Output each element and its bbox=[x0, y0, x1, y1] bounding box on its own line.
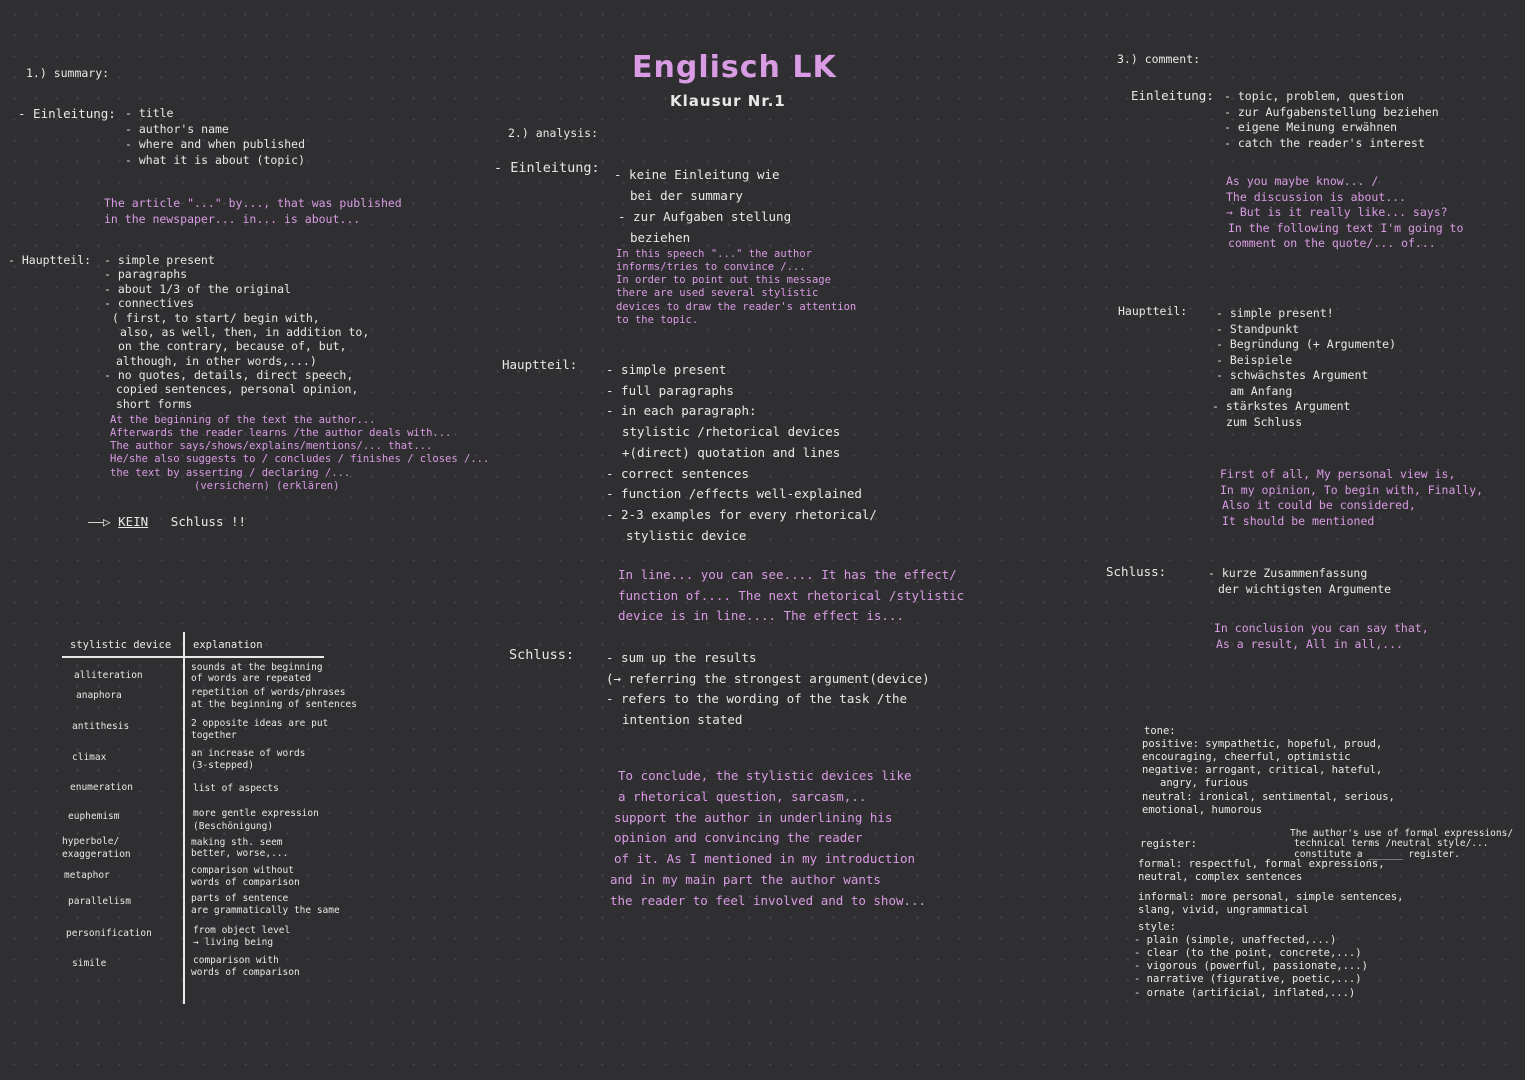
table-cell-explanation: words of comparison bbox=[191, 877, 300, 888]
phrase-line: As you maybe know... / bbox=[1226, 174, 1379, 188]
comment-hauptteil-label: Hauptteil: bbox=[1118, 304, 1188, 318]
phrase-line: the text by asserting / declaring /... bbox=[110, 466, 351, 479]
phrase-line: The author says/shows/explains/mentions/... that... bbox=[110, 440, 433, 453]
phrase-line: of it. As I mentioned in my introduction bbox=[614, 851, 916, 867]
table-cell-device: euphemism bbox=[68, 811, 120, 822]
phrase-line: In this speech "..." the author bbox=[616, 248, 812, 260]
analysis-einleitung-label: - Einleitung: bbox=[494, 160, 600, 176]
table-cell-device: climax bbox=[72, 752, 107, 763]
list-item: although, in other words,...) bbox=[116, 353, 317, 368]
list-item: - correct sentences bbox=[606, 465, 749, 481]
list-item: (→ referring the strongest argument(device) bbox=[606, 670, 930, 686]
table-cell-explanation: words of comparison bbox=[191, 967, 300, 978]
summary-schluss bbox=[88, 514, 246, 529]
table-cell-device: anaphora bbox=[76, 690, 122, 701]
comment-schluss-list bbox=[1208, 566, 1391, 597]
list-item: - refers to the wording of the task /the bbox=[606, 691, 908, 706]
list-item: - keine Einleitung wie bbox=[614, 167, 780, 182]
table-cell-explanation: (3-stepped) bbox=[191, 760, 254, 771]
list-item: neutral: ironical, sentimental, serious, bbox=[1142, 790, 1395, 803]
list-item: also, as well, then, in addition to, bbox=[120, 324, 370, 339]
list-item: - Beispiele bbox=[1216, 352, 1293, 367]
summary-einleitung-list bbox=[125, 106, 305, 168]
phrase-line: First of all, My personal view is, bbox=[1220, 467, 1456, 481]
table-cell-device: parallelism bbox=[68, 896, 131, 907]
list-item: - clear (to the point, concrete,...) bbox=[1134, 947, 1362, 960]
table-cell-explanation: (Beschönigung) bbox=[193, 821, 274, 832]
list-item: - simple present bbox=[104, 253, 215, 267]
summary-einleitung-label: - Einleitung: bbox=[18, 106, 116, 121]
list-item: ( first, to start/ begin with, bbox=[112, 310, 320, 325]
list-item: angry, furious bbox=[1160, 777, 1249, 790]
list-item: - in each paragraph: bbox=[606, 403, 757, 419]
table-cell-explanation: repetition of words/phrases bbox=[191, 687, 346, 698]
list-item: - sum up the results bbox=[606, 650, 757, 665]
page-subtitle: Klausur Nr.1 bbox=[670, 92, 786, 110]
register-label: register: bbox=[1140, 838, 1197, 850]
phrase-line: to the topic. bbox=[616, 313, 699, 326]
table-cell-explanation: better, worse,... bbox=[191, 848, 289, 859]
table-cell-device: alliteration bbox=[74, 670, 143, 681]
table-cell-device: enumeration bbox=[70, 782, 133, 793]
comment-einleitung-list bbox=[1224, 89, 1439, 151]
table-header-device: stylistic device bbox=[70, 639, 172, 651]
list-item: - about 1/3 of the original bbox=[104, 281, 291, 296]
register-note bbox=[1290, 829, 1513, 860]
phrase-line: the reader to feel involved and to show... bbox=[610, 892, 927, 908]
list-item: - paragraphs bbox=[104, 267, 188, 282]
phrase-line: → But is it really like... says? bbox=[1226, 205, 1448, 220]
table-cell-device: metaphor bbox=[64, 870, 110, 881]
table-cell-explanation: parts of sentence bbox=[191, 893, 289, 904]
list-item: - stärkstes Argument bbox=[1212, 399, 1351, 414]
phrase-line: To conclude, the stylistic devices like bbox=[618, 768, 912, 783]
list-item: stylistic /rhetorical devices bbox=[622, 424, 841, 440]
phrase-line: support the author in underlining his bbox=[614, 809, 893, 825]
list-item: am Anfang bbox=[1230, 383, 1293, 398]
comment-hauptteil-phrases bbox=[1220, 467, 1483, 529]
list-item: - ornate (artificial, inflated,...) bbox=[1134, 986, 1356, 999]
phrase-line: In line... you can see.... It has the effect/ bbox=[618, 567, 957, 582]
table-cell-device: hyperbole/ bbox=[62, 836, 120, 847]
phrase-line: (versichern) (erklären) bbox=[194, 479, 340, 492]
list-item: slang, vivid, ungrammatical bbox=[1138, 904, 1309, 917]
summary-heading: 1.) summary: bbox=[26, 66, 110, 80]
list-item: copied sentences, personal opinion, bbox=[116, 382, 359, 397]
comment-schluss-phrases bbox=[1214, 621, 1429, 652]
list-item: - full paragraphs bbox=[606, 382, 734, 398]
phrase-line: In conclusion you can say that, bbox=[1214, 621, 1429, 635]
comment-hauptteil-list bbox=[1212, 306, 1397, 430]
list-item: - eigene Meinung erwähnen bbox=[1224, 120, 1398, 135]
comment-schluss-label: Schluss: bbox=[1106, 564, 1167, 579]
analysis-hauptteil-list bbox=[606, 360, 877, 546]
comment-einleitung-label: Einleitung: bbox=[1131, 88, 1214, 103]
list-item: on the contrary, because of, but, bbox=[118, 339, 347, 354]
table-cell-explanation: of words are repeated bbox=[191, 673, 312, 684]
list-item: - Begründung (+ Argumente) bbox=[1216, 337, 1397, 352]
tone-label: tone: bbox=[1144, 725, 1176, 737]
list-item: - connectives bbox=[104, 296, 195, 311]
phrase-line: function of.... The next rhetorical /stylistic bbox=[618, 587, 965, 603]
phrase-line: and in my main part the author wants bbox=[610, 871, 881, 887]
note-line: constitute a ______ register. bbox=[1294, 848, 1460, 860]
summary-hauptteil-label: - Hauptteil: bbox=[8, 253, 92, 267]
analysis-schluss-list bbox=[606, 648, 930, 730]
comment-einleitung-phrases bbox=[1226, 174, 1463, 252]
phrase-line: In my opinion, To begin with, Finally, bbox=[1220, 482, 1484, 497]
list-item: - schwächstes Argument bbox=[1216, 368, 1369, 383]
phrase-line: in the newspaper... in... is about... bbox=[104, 211, 361, 226]
list-item: zum Schluss bbox=[1226, 414, 1303, 429]
list-item: negative: arrogant, critical, hateful, bbox=[1142, 764, 1383, 777]
list-item: informal: more personal, simple sentences, bbox=[1138, 891, 1404, 904]
phrase-line: At the beginning of the text the author... bbox=[110, 414, 376, 426]
list-item: - no quotes, details, direct speech, bbox=[104, 368, 354, 382]
analysis-hauptteil-phrases bbox=[618, 565, 964, 627]
note-line: technical terms /neutral style/... bbox=[1294, 838, 1489, 850]
table-header-explanation: explanation bbox=[193, 639, 263, 651]
phrase-line: He/she also suggests to / concludes / finishes / closes /... bbox=[110, 453, 490, 466]
analysis-heading: 2.) analysis: bbox=[508, 126, 599, 140]
comment-heading: 3.) comment: bbox=[1117, 52, 1201, 66]
list-item: +(direct) quotation and lines bbox=[622, 444, 841, 460]
phrase-line: It should be mentioned bbox=[1222, 513, 1375, 528]
table-cell-explanation: comparison with bbox=[193, 955, 279, 966]
phrase-line: The discussion is about... bbox=[1226, 189, 1407, 204]
style-list bbox=[1134, 934, 1368, 1000]
table-cell-explanation: making sth. seem bbox=[191, 837, 283, 848]
phrase-line: there are used several stylistic bbox=[616, 287, 819, 300]
list-item: emotional, humorous bbox=[1142, 803, 1263, 816]
phrase-line: opinion and convincing the reader bbox=[614, 830, 863, 846]
list-item: neutral, complex sentences bbox=[1138, 871, 1303, 884]
list-item: formal: respectful, formal expressions, bbox=[1138, 858, 1385, 870]
list-item: positive: sympathetic, hopeful, proud, bbox=[1142, 738, 1383, 750]
phrase-line: comment on the quote/... of... bbox=[1228, 236, 1436, 251]
phrase-line: a rhetorical question, sarcasm,.. bbox=[618, 788, 867, 804]
phrase-line: informs/tries to convince /... bbox=[616, 261, 806, 274]
table-cell-explanation: 2 opposite ideas are put bbox=[191, 718, 329, 729]
phrase-line: In the following text I'm going to bbox=[1228, 220, 1464, 235]
arrow-right-icon: ——▷ bbox=[88, 514, 111, 529]
list-item: intention stated bbox=[622, 711, 743, 727]
table-column-divider bbox=[183, 632, 185, 1004]
table-cell-explanation: comparison without bbox=[191, 865, 294, 876]
table-cell-device: personification bbox=[66, 928, 152, 939]
phrase-line: Afterwards the reader learns /the author deals with... bbox=[110, 427, 452, 440]
list-item: - function /effects well-explained bbox=[606, 486, 862, 502]
phrase-line: In order to point out this message bbox=[616, 274, 831, 287]
table-cell-explanation: at the beginning of sentences bbox=[191, 699, 357, 710]
list-item: - title bbox=[125, 106, 174, 120]
table-cell-explanation: more gentle expression bbox=[193, 808, 319, 819]
page-title: Englisch LK bbox=[632, 50, 837, 85]
list-item: - simple present! bbox=[1216, 306, 1334, 320]
list-item: - catch the reader's interest bbox=[1224, 135, 1425, 150]
phrase-line: devices to draw the reader's attention bbox=[616, 300, 857, 313]
table-cell-explanation: an increase of words bbox=[191, 748, 306, 759]
table-cell-explanation: together bbox=[191, 730, 237, 741]
list-item: bei der summary bbox=[630, 188, 743, 203]
phrase-line: Also it could be considered, bbox=[1222, 498, 1416, 513]
phrase-line: The article "..." by..., that was published bbox=[104, 196, 402, 210]
register-list bbox=[1138, 858, 1404, 918]
list-item: - plain (simple, unaffected,...) bbox=[1134, 934, 1337, 946]
style-label: style: bbox=[1138, 921, 1176, 933]
analysis-einleitung-list bbox=[614, 164, 791, 248]
list-item: stylistic device bbox=[626, 527, 747, 543]
table-cell-explanation: list of aspects bbox=[193, 783, 279, 794]
table-cell-explanation: from object level bbox=[193, 925, 291, 936]
summary-einleitung-phrases bbox=[104, 196, 402, 227]
summary-hauptteil-list bbox=[104, 253, 369, 411]
list-item: - zur Aufgaben stellung bbox=[618, 209, 792, 224]
analysis-einleitung-phrases bbox=[616, 248, 856, 327]
table-cell-device: antithesis bbox=[72, 721, 130, 732]
list-item: - simple present bbox=[606, 362, 727, 377]
list-item: - Standpunkt bbox=[1216, 321, 1300, 336]
tone-list bbox=[1142, 738, 1395, 817]
list-item: - kurze Zusammenfassung bbox=[1208, 566, 1368, 580]
list-item: der wichtigsten Argumente bbox=[1218, 581, 1392, 596]
list-item: - topic, problem, question bbox=[1224, 89, 1405, 103]
note-line: The author's use of formal expressions/ bbox=[1290, 828, 1514, 839]
analysis-hauptteil-label: Hauptteil: bbox=[502, 357, 578, 372]
list-item: - where and when published bbox=[125, 137, 306, 152]
list-item: encouraging, cheerful, optimistic bbox=[1142, 751, 1351, 764]
analysis-schluss-label: Schluss: bbox=[509, 647, 575, 663]
table-cell-explanation: → living being bbox=[193, 937, 274, 948]
kein-label: KEIN bbox=[118, 514, 149, 529]
table-cell-explanation: are grammatically the same bbox=[191, 905, 340, 916]
schluss-label: Schluss !! bbox=[170, 514, 247, 529]
list-item: - narrative (figurative, poetic,...) bbox=[1134, 973, 1362, 986]
phrase-line: As a result, All in all,... bbox=[1216, 636, 1403, 651]
list-item: - author's name bbox=[125, 121, 229, 136]
analysis-schluss-phrases bbox=[610, 766, 927, 912]
list-item: - 2-3 examples for every rhetorical/ bbox=[606, 506, 877, 522]
list-item: - what it is about (topic) bbox=[125, 152, 306, 167]
table-cell-explanation: sounds at the beginning bbox=[191, 662, 323, 673]
list-item: - zur Aufgabenstellung beziehen bbox=[1224, 104, 1439, 119]
summary-hauptteil-phrases bbox=[110, 414, 489, 493]
table-header-divider bbox=[62, 656, 324, 658]
table-cell-device: simile bbox=[72, 958, 107, 969]
list-item: short forms bbox=[116, 396, 193, 411]
table-cell-device: exaggeration bbox=[62, 849, 131, 860]
list-item: beziehen bbox=[630, 230, 691, 245]
phrase-line: device is in line.... The effect is... bbox=[618, 608, 904, 623]
list-item: - vigorous (powerful, passionate,...) bbox=[1134, 960, 1368, 973]
